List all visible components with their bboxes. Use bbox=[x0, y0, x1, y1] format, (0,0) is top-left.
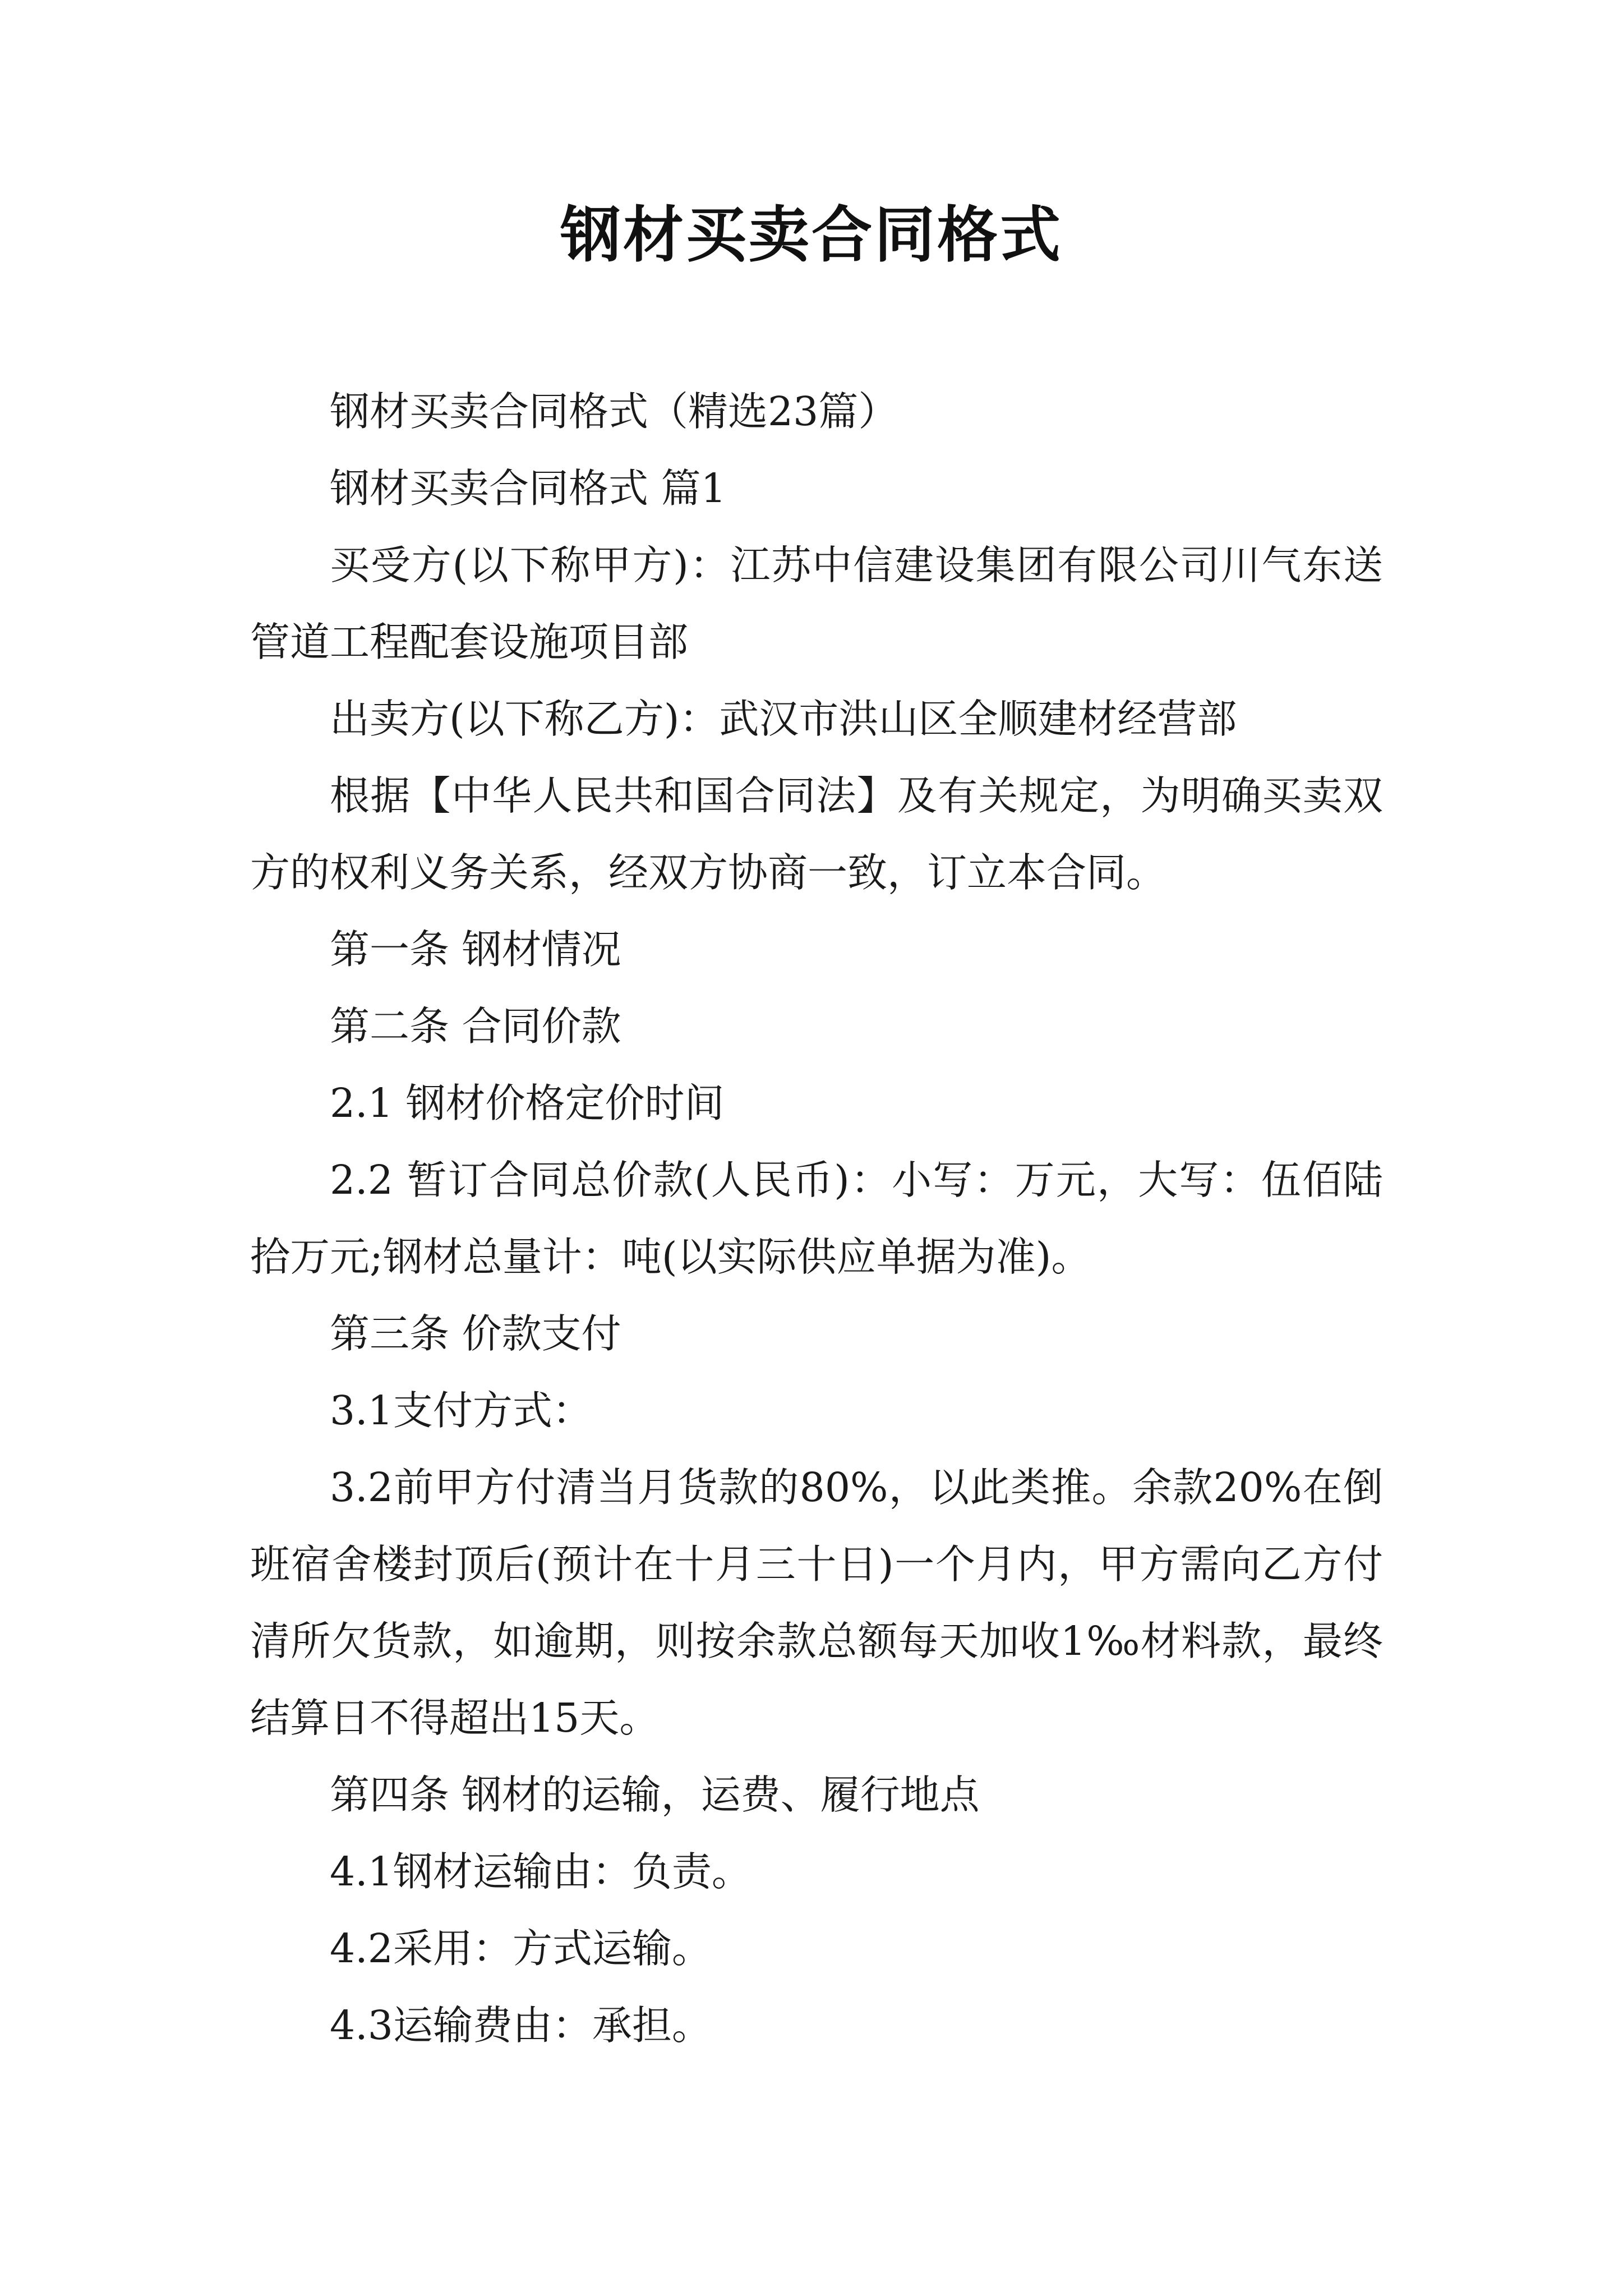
paragraph-preamble: 根据【中华人民共和国合同法】及有关规定，为明确买卖双方的权利义务关系，经双方协商一致，订立本合同。 bbox=[250, 772, 1383, 896]
paragraph-clause-4-1: 4.1钢材运输由：负责。 bbox=[330, 1848, 751, 1895]
paragraph-clause-1: 第一条 钢材情况 bbox=[330, 926, 621, 973]
paragraph-buyer: 买受方(以下称甲方)：江苏中信建设集团有限公司川气东送管道工程配套设施项目部 bbox=[250, 542, 1383, 665]
paragraph-clause-2-1: 2.1 钢材价格定价时间 bbox=[330, 1080, 725, 1126]
paragraph-seller: 出卖方(以下称乙方)：武汉市洪山区全顺建材经营部 bbox=[330, 696, 1237, 742]
paragraph-clause-4-3: 4.3运输费由：承担。 bbox=[330, 2002, 712, 2049]
document-body bbox=[250, 373, 1383, 2064]
paragraph-clause-4-2: 4.2采用：方式运输。 bbox=[330, 1925, 712, 1972]
paragraph-clause-3-1: 3.1支付方式： bbox=[330, 1387, 592, 1434]
paragraph-clause-4: 第四条 钢材的运输，运费、履行地点 bbox=[330, 1772, 980, 1818]
paragraph-article-number: 钢材买卖合同格式 篇1 bbox=[330, 465, 726, 512]
paragraph-clause-2-2: 2.2 暂订合同总价款(人民币)：小写：万元，大写：伍佰陆拾万元;钢材总量计：吨(以实际供应单据为准)。 bbox=[250, 1157, 1383, 1280]
paragraph-clause-3-2: 3.2前甲方付清当月货款的80%，以此类推。余款20%在倒班宿舍楼封顶后(预计在十月三十日)一个月内，甲方需向乙方付清所欠货款，如逾期，则按余款总额每天加收1‰材料款，最终结算日不得超出15天。 bbox=[250, 1464, 1383, 1741]
paragraph-clause-3: 第三条 价款支付 bbox=[330, 1310, 621, 1357]
paragraph-clause-2: 第二条 合同价款 bbox=[330, 1003, 621, 1050]
paragraph-heading-selection: 钢材买卖合同格式（精选23篇） bbox=[330, 388, 898, 435]
document-title: 钢材买卖合同格式 bbox=[560, 200, 1063, 270]
